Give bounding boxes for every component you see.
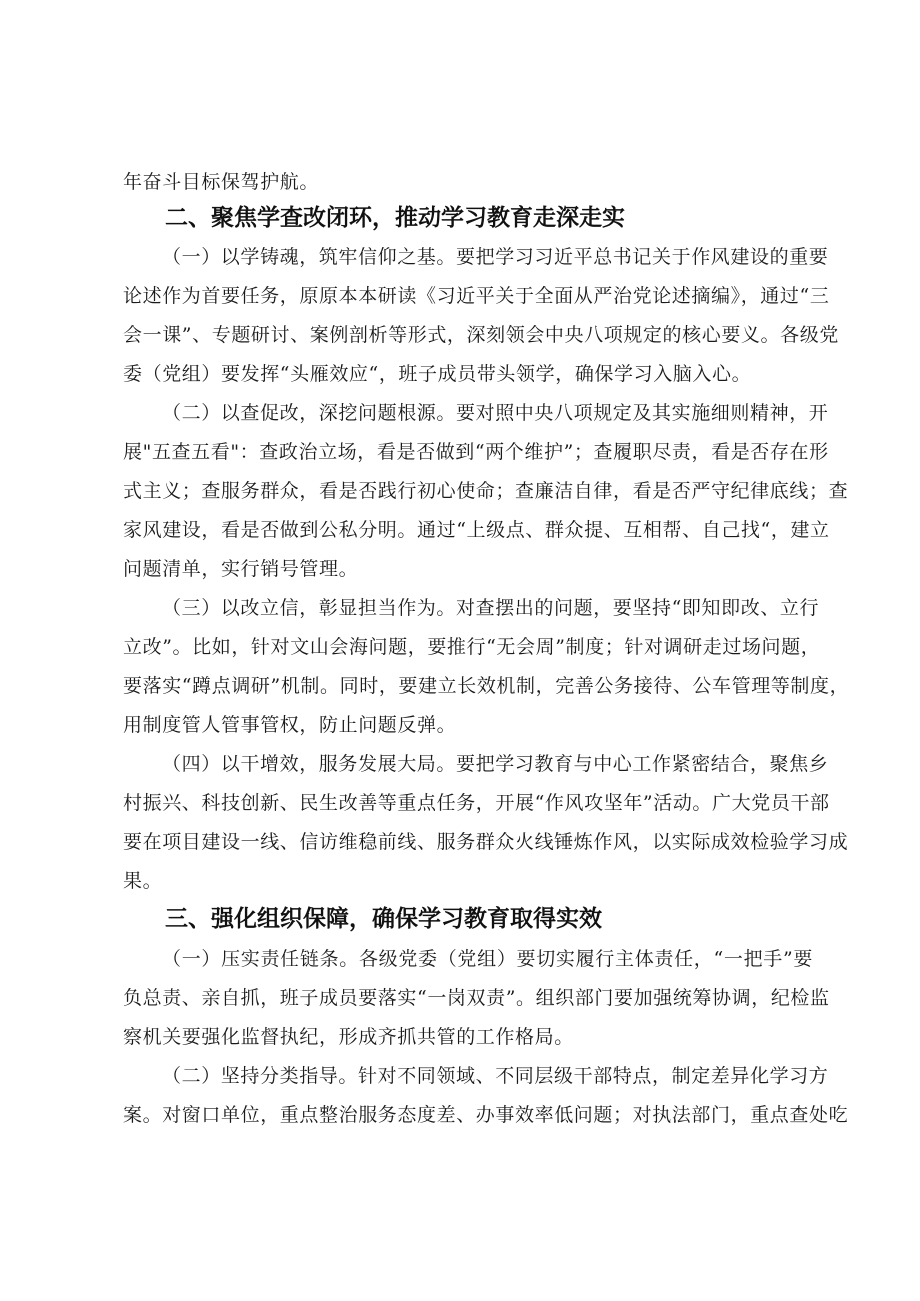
s3-p2-line-1: （二）坚持分类指导。针对不同领域、不同层级干部特点，制定差异化学习方 [162,1065,829,1087]
s2-p2-line-1: （二）以查促改，深挖问题根源。要对照中央八项规定及其实施细则精神，开 [162,402,829,424]
section-heading-2: 二、聚焦学查改闭环，推动学习教育走深走实 [165,205,625,231]
s2-p3-line-3: 要落实“蹲点调研”机制。同时，要建立长效机制，完善公务接待、公车管理等制度， [123,675,850,697]
s2-p4-line-2: 村振兴、科技创新、民生改善等重点任务，开展“作风攻坚年”活动。广大党员干部 [123,792,830,814]
s2-p4-line-3: 要在项目建设一线、信访维稳前线、服务群众火线锤炼作风，以实际成效检验学习成 [123,831,849,853]
s2-p4-line-4: 果。 [123,870,163,892]
s2-p1-line-1: （一）以学铸魂，筑牢信仰之基。要把学习习近平总书记关于作风建设的重要 [162,246,829,268]
s2-p3-line-4: 用制度管人管事管权，防止问题反弹。 [123,714,457,736]
s2-p1-line-3: 会一课”、专题研讨、案例剖析等形式，深刻领会中央八项规定的核心要义。各级党 [123,324,839,346]
s2-p3-line-1: （三）以改立信，彰显担当作为。对查摆出的问题，要坚持“即知即改、立行 [162,597,820,619]
s3-p1-line-2: 负总责、亲自抓，班子成员要落实“一岗双责”。组织部门要加强统筹协调，纪检监 [123,987,830,1009]
s2-p2-line-5: 问题清单，实行销号管理。 [123,558,359,580]
section-heading-3: 三、强化组织保障，确保学习教育取得实效 [165,906,602,932]
s2-p2-line-3: 式主义；查服务群众，看是否践行初心使命；查廉洁自律，看是否严守纪律底线；查 [123,480,849,502]
s3-p1-line-1: （一）压实责任链条。各级党委（党组）要切实履行主体责任，“一把手”要 [162,948,813,970]
s3-p1-line-3: 察机关要强化监督执纪，形成齐抓共管的工作格局。 [123,1026,574,1048]
s2-p3-line-2: 立改”。比如，针对文山会海问题，要推行“无会周”制度；针对调研走过场问题， [123,636,821,658]
s3-p2-line-2: 案。对窗口单位，重点整治服务态度差、办事效率低问题；对执法部门，重点查处吃 [123,1104,849,1126]
paragraph-continuation: 年奋斗目标保驾护航。 [123,171,320,193]
s2-p2-line-2: 展"五查五看"：查政治立场，看是否做到“两个维护”；查履职尽责，看是否存在形 [123,441,829,463]
s2-p1-line-4: 委（党组）要发挥“头雁效应“，班子成员带头领学，确保学习入脑入心。 [123,363,752,385]
s2-p4-line-1: （四）以干增效，服务发展大局。要把学习教育与中心工作紧密结合，聚焦乡 [162,753,829,775]
s2-p1-line-2: 论述作为首要任务，原原本本研读《习近平关于全面从严治党论述摘编》，通过“三 [123,285,830,307]
s2-p2-line-4: 家风建设，看是否做到公私分明。通过“上级点、群众提、互相帮、自己找“，建立 [123,519,830,541]
